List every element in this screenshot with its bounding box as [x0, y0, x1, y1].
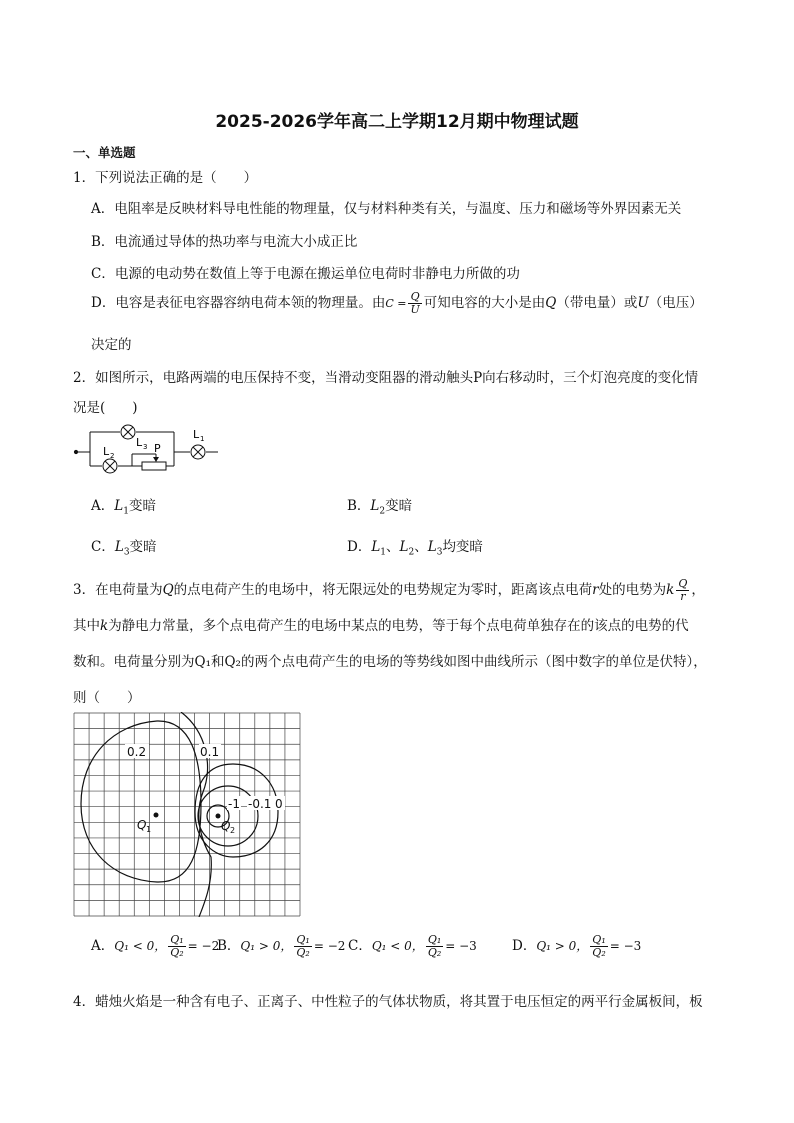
q2-d-sub3: 3 [436, 547, 443, 558]
q3-l1-mid: 的点电荷产生的电场中，将无限远处的电势规定为零时，距离该点电荷 [173, 582, 593, 598]
q3-l2-k: k [100, 618, 109, 634]
q3-l1-k: k [666, 582, 675, 598]
q3-l2-post: 为静电力常量，多个点电荷产生的电场中某点的电势，等于每个点电荷单独存在的该点的电势的代 [108, 618, 689, 634]
q3-option-a [91, 934, 219, 959]
q1-stem: 1．下列说法正确的是（ ） [73, 170, 258, 186]
q2-d-var1: L [371, 539, 381, 555]
label-neg0.1: -0.1 [248, 797, 272, 811]
q3-d-num: Q₁ [592, 933, 606, 946]
q2-d-text: 均变暗 [442, 539, 483, 555]
q3-b-den: Q₂ [296, 946, 310, 959]
q2-b-sub: 2 [379, 506, 386, 517]
q3-a-frac [168, 934, 185, 959]
section-heading: 一、单选题 [73, 145, 136, 160]
q3-d-frac [590, 934, 607, 959]
q1-d-q: Q [545, 295, 557, 311]
q2-c-text: 变暗 [129, 539, 157, 555]
circuit-diagram [70, 420, 220, 478]
q2-c-var: L [114, 539, 124, 555]
q3-option-c [348, 934, 477, 959]
q3-c-ratio: = −3 [445, 939, 477, 953]
q3-b-ratio: = −2 [313, 939, 346, 953]
q3-l1-q: Q [162, 582, 174, 598]
q3-option-b [217, 934, 345, 959]
label-q2: Q [221, 819, 231, 833]
q3-l1-frac [676, 578, 689, 603]
q3-l1-end: ， [691, 582, 705, 598]
q1-option-b: B．电流通过导体的热功率与电流大小成正比 [91, 234, 358, 250]
q1-d-fraction [408, 291, 421, 316]
q2-a-label: A． [91, 498, 115, 514]
q2-a-var: L [114, 498, 124, 514]
q3-a-sign: Q₁ < 0， [114, 939, 167, 953]
label-q1-sub: 1 [146, 825, 152, 834]
q2-d-var2: L [399, 539, 409, 555]
label-l2: L [103, 445, 110, 458]
q2-option-a [91, 494, 156, 517]
q2-d-sub1: 1 [380, 547, 387, 558]
label-l1: L [193, 428, 200, 441]
equipotential-figure [73, 712, 301, 917]
q4-stem-line1: 4．蜡烛火焰是一种含有电子、正离子、中性粒子的气体状物质，将其置于电压恒定的两平行金属板间，板 [73, 994, 703, 1010]
q2-stem-line2: 况是( ) [73, 400, 138, 416]
q3-b-sign: Q₁ > 0， [240, 939, 293, 953]
q3-l1-r: r [592, 582, 599, 598]
q2-stem-line1: 2．如图所示，电路两端的电压保持不变，当滑动变阻器的滑动触头P向右移动时，三个灯泡亮度的变化情 [73, 370, 699, 386]
q3-line4: 则（ ） [73, 690, 141, 706]
label-l3: L [136, 436, 143, 449]
q3-line1 [73, 578, 705, 603]
q2-b-label: B． [347, 498, 371, 514]
q3-l1-frac-num: Q [678, 577, 688, 590]
q2-option-c [91, 535, 157, 558]
q3-d-ratio: = −3 [609, 939, 642, 953]
q3-a-den: Q₂ [170, 946, 184, 959]
q2-d-sep2: 、 [414, 539, 428, 555]
q3-d-den: Q₂ [592, 946, 606, 959]
q2-option-b [347, 494, 412, 517]
q3-l1-pre: 3．在电荷量为 [73, 582, 163, 598]
q3-b-frac [294, 934, 311, 959]
q3-c-label: C． [348, 938, 372, 954]
label-l2-sub: 2 [110, 452, 115, 460]
q1-d-prefix: D．电容是表征电容器容纳电荷本领的物理量。由 [91, 295, 386, 311]
label-0: 0 [275, 797, 283, 811]
q3-a-ratio: = −2 [187, 939, 220, 953]
q2-c-sub: 3 [123, 547, 130, 558]
q1-d-end: （电压） [648, 295, 703, 311]
q1-option-a: A．电阻率是反映材料导电性能的物理量，仅与材料种类有关，与温度、压力和磁场等外界因素无关 [91, 201, 682, 217]
q3-l2-pre: 其中 [73, 618, 100, 634]
q1-d-formula-lhs: C = [385, 297, 407, 310]
label-0.1: 0.1 [200, 745, 220, 759]
q1-option-d [91, 291, 703, 316]
q1-d-frac-num: Q [408, 291, 421, 304]
q2-d-sep1: 、 [386, 539, 400, 555]
q3-a-label: A． [91, 938, 115, 954]
q3-c-num: Q₁ [427, 933, 442, 946]
q3-d-label: D． [512, 938, 537, 954]
q2-option-d [347, 535, 483, 558]
q3-option-d [512, 934, 641, 959]
q1-option-c: C．电源的电动势在数值上等于电源在搬运单位电荷时非静电力所做的功 [91, 266, 520, 282]
q3-d-sign: Q₁ > 0， [536, 939, 589, 953]
q3-c-den: Q₂ [427, 946, 442, 959]
label-p: P [154, 442, 161, 455]
q3-line3: 数和。电荷量分别为Q₁和Q₂的两个点电荷产生的电场的等势线如图中曲线所示（图中数字的单位是伏特）， [73, 654, 707, 670]
charge-q2-icon [216, 814, 221, 819]
label-l1-sub: 1 [200, 435, 205, 443]
q1-d-mid: （带电量）或 [556, 295, 638, 311]
q3-l1-post: 处的电势为 [598, 582, 667, 598]
q1-option-d-line2: 决定的 [91, 337, 132, 353]
q2-b-text: 变暗 [385, 498, 413, 514]
q3-a-num: Q₁ [170, 933, 184, 946]
q3-c-frac [426, 934, 443, 959]
label-0.2: 0.2 [127, 745, 147, 759]
q2-d-var3: L [427, 539, 437, 555]
q1-d-frac-den: U [410, 303, 420, 316]
q3-l1-frac-den: r [680, 590, 686, 603]
q3-c-sign: Q₁ < 0， [371, 939, 424, 953]
q2-a-text: 变暗 [128, 498, 156, 514]
label-q1: Q [137, 818, 147, 832]
q2-d-label: D． [347, 539, 372, 555]
label-l3-sub: 3 [143, 443, 148, 451]
q2-c-label: C． [91, 539, 115, 555]
q3-line2 [73, 614, 689, 634]
q2-b-var: L [370, 498, 380, 514]
q1-d-post: 可知电容的大小是由 [423, 295, 546, 311]
label-neg1: -1 [228, 797, 240, 811]
q3-b-label: B． [217, 938, 241, 954]
q2-d-sub2: 2 [408, 547, 415, 558]
page-title: 2025-2026学年高二上学期12月期中物理试题 [215, 112, 579, 132]
q3-b-num: Q₁ [296, 933, 310, 946]
q1-d-u: U [637, 295, 649, 311]
label-q2-sub: 2 [230, 826, 236, 835]
charge-q1-icon [154, 813, 159, 818]
q2-a-sub: 1 [123, 506, 129, 517]
